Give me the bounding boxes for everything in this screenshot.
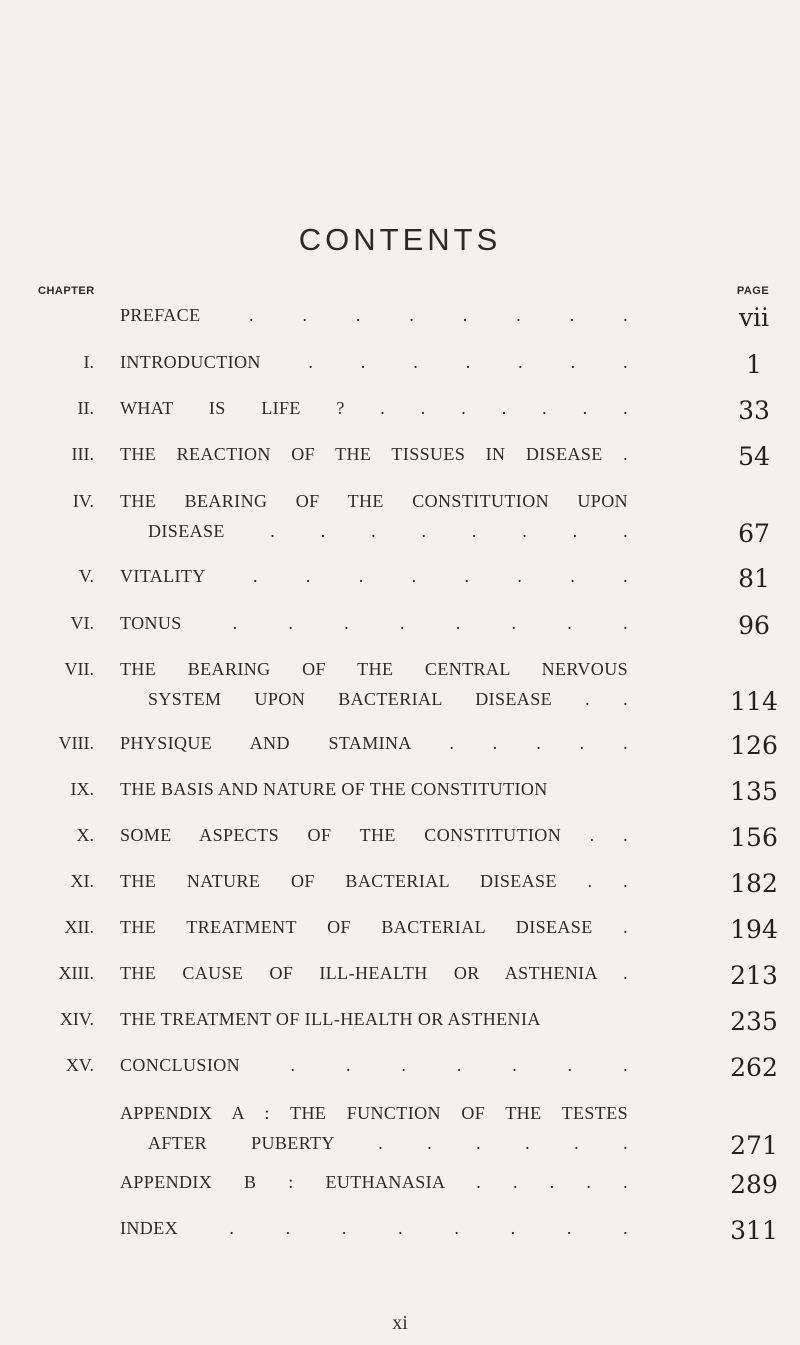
chapter-number: XII.	[64, 917, 94, 937]
chapter-number: VI.	[70, 613, 94, 633]
page-number: 235	[730, 1007, 778, 1036]
chapter-number: VIII.	[58, 733, 94, 753]
entry-title-line: PHYSIQUE AND STAMINA . . . . .	[120, 733, 628, 753]
page-number: 96	[738, 611, 770, 640]
page-number: 182	[730, 869, 778, 898]
page-number: 311	[730, 1216, 778, 1245]
page-number: 271	[730, 1131, 778, 1160]
chapter-number: XI.	[70, 871, 94, 891]
entry-title-line: AFTER PUBERTY . . . . . .	[148, 1133, 628, 1153]
chapter-number: IX.	[70, 779, 94, 799]
entry-title-line: THE CAUSE OF ILL-HEALTH OR ASTHENIA .	[120, 963, 628, 983]
page-column-header: PAGE	[736, 285, 770, 297]
entry-title-line: THE BASIS AND NATURE OF THE CONSTITUTION	[120, 779, 548, 799]
page-number: vii	[738, 303, 770, 332]
folio-page-number: xi	[392, 1312, 408, 1334]
chapter-column-header: CHAPTER	[38, 285, 95, 297]
chapter-number: VII.	[64, 659, 94, 679]
entry-title-line: INDEX . . . . . . . .	[120, 1218, 628, 1238]
chapter-number: X.	[76, 825, 94, 845]
entry-title-line: TONUS . . . . . . . .	[120, 613, 628, 633]
page-number: 114	[730, 687, 778, 716]
page-number: 67	[738, 519, 770, 548]
page-number: 126	[730, 731, 778, 760]
entry-title-line: THE TREATMENT OF BACTERIAL DISEASE .	[120, 917, 628, 937]
chapter-number: II.	[77, 398, 94, 418]
entry-title-line: APPENDIX B : EUTHANASIA . . . . .	[120, 1172, 628, 1192]
entry-title-line: VITALITY . . . . . . . .	[120, 566, 628, 586]
page-title: CONTENTS	[298, 222, 502, 257]
chapter-number: XIII.	[58, 963, 94, 983]
chapter-number: XIV.	[59, 1009, 94, 1029]
page-number: 262	[730, 1053, 778, 1082]
entry-title-line: THE NATURE OF BACTERIAL DISEASE . .	[120, 871, 628, 891]
entry-title-line: THE TREATMENT OF ILL-HEALTH OR ASTHENIA	[120, 1009, 541, 1029]
chapter-number: IV.	[72, 491, 94, 511]
entry-title-line: CONCLUSION . . . . . . .	[120, 1055, 628, 1075]
entry-title-line: DISEASE . . . . . . . .	[148, 521, 628, 541]
page-number: 289	[730, 1170, 778, 1199]
page-number: 54	[738, 442, 770, 471]
page-number: 194	[730, 915, 778, 944]
page-number: 1	[746, 350, 762, 379]
page-number: 81	[738, 564, 770, 593]
page-number: 135	[730, 777, 778, 806]
entry-title-line: APPENDIX A : THE FUNCTION OF THE TESTES	[120, 1103, 628, 1123]
chapter-number: V.	[78, 566, 94, 586]
entry-title-line: WHAT IS LIFE ? . . . . . . .	[120, 398, 628, 418]
page-number: 33	[738, 396, 770, 425]
entry-title-line: INTRODUCTION . . . . . . .	[120, 352, 628, 372]
entry-title-line: PREFACE . . . . . . . .	[120, 305, 628, 325]
chapter-number: XV.	[65, 1055, 94, 1075]
entry-title-line: SOME ASPECTS OF THE CONSTITUTION . .	[120, 825, 628, 845]
chapter-number: I.	[83, 352, 94, 372]
chapter-number: III.	[71, 444, 94, 464]
entry-title-line: THE BEARING OF THE CENTRAL NERVOUS	[120, 659, 628, 679]
entry-title-line: SYSTEM UPON BACTERIAL DISEASE . .	[148, 689, 628, 709]
page-number: 156	[730, 823, 778, 852]
page-number: 213	[730, 961, 778, 990]
entry-title-line: THE BEARING OF THE CONSTITUTION UPON	[120, 491, 628, 511]
entry-title-line: THE REACTION OF THE TISSUES IN DISEASE .	[120, 444, 628, 464]
